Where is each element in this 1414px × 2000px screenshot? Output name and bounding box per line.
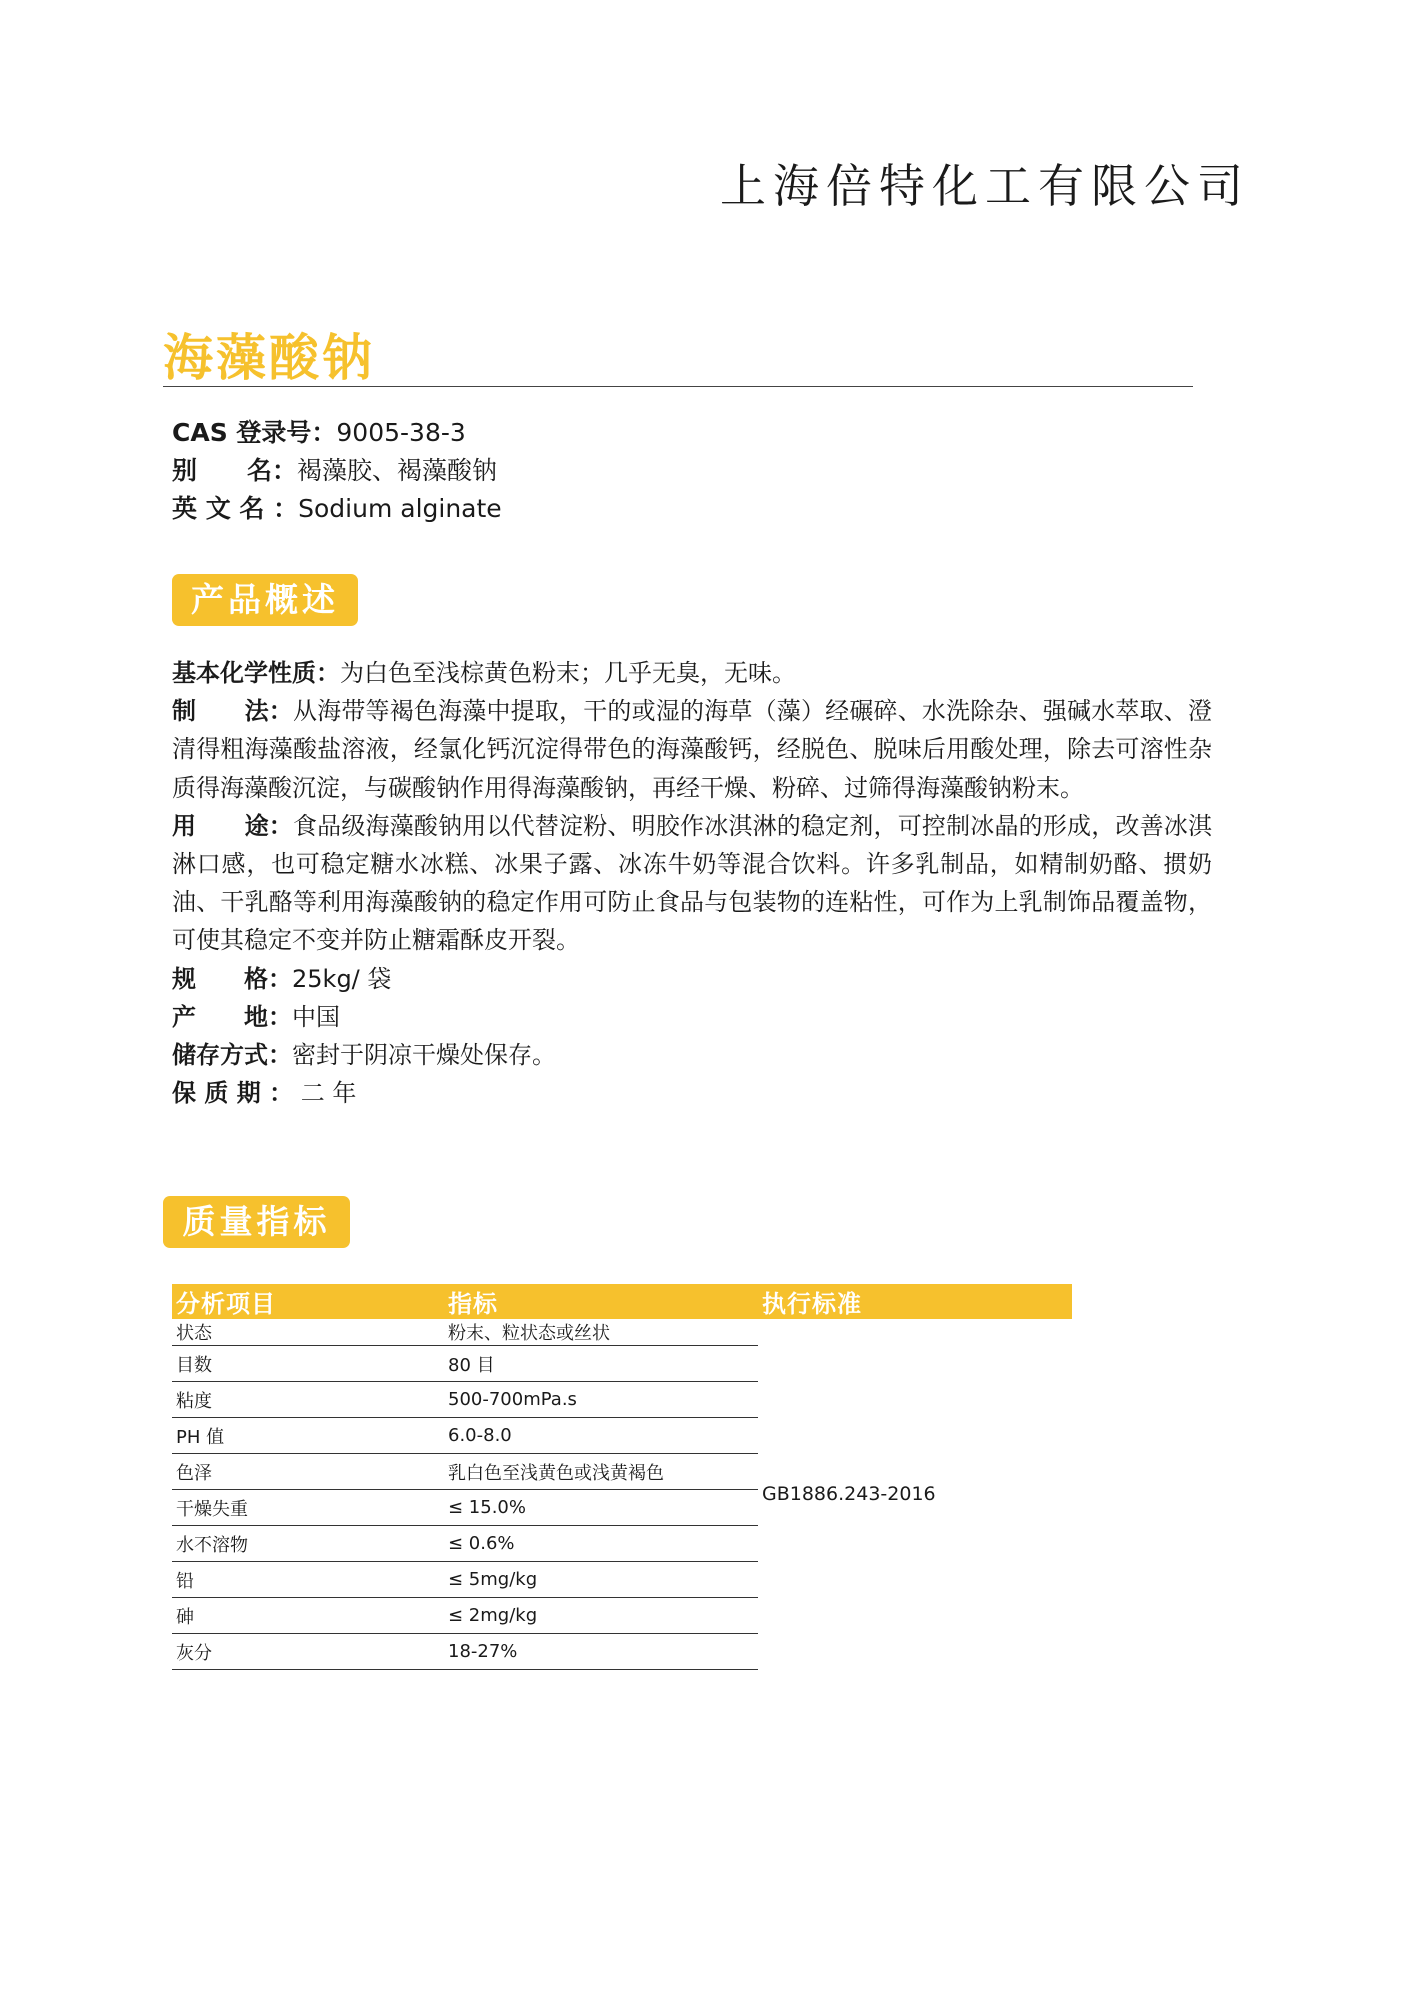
row-item: 铅 xyxy=(172,1562,444,1598)
row-item: 水不溶物 xyxy=(172,1526,444,1562)
header-item: 分析项目 xyxy=(172,1284,444,1319)
row-item: PH 值 xyxy=(172,1418,444,1454)
row-spec: 乳白色至浅黄色或浅黄褐色 xyxy=(444,1454,758,1490)
header-spec: 指标 xyxy=(444,1284,758,1319)
row-spec: 80 目 xyxy=(444,1346,758,1382)
row-spec: 18-27% xyxy=(444,1634,758,1670)
row-item: 干燥失重 xyxy=(172,1490,444,1526)
table-header-row xyxy=(172,1284,1072,1319)
shelf-life-label: 保 质 期 ： xyxy=(172,1079,294,1108)
shelf-life-value: 二 年 xyxy=(293,1079,357,1108)
standard-cell: GB1886.243-2016 xyxy=(762,1483,936,1506)
row-spec: 6.0-8.0 xyxy=(444,1418,758,1454)
company-name: 上海倍特化工有限公司 xyxy=(720,159,1250,213)
row-item: 灰分 xyxy=(172,1634,444,1670)
overview-usage xyxy=(172,807,1212,960)
product-title: 海藻酸钠 xyxy=(163,329,375,387)
table-row xyxy=(172,1319,1072,1346)
meta-cas-label: CAS 登录号： xyxy=(172,418,337,447)
properties-label: 基本化学性质： xyxy=(172,659,340,687)
title-divider xyxy=(163,386,1193,387)
row-spec: ≤ 15.0% xyxy=(444,1490,758,1526)
row-spec: ≤ 5mg/kg xyxy=(444,1562,758,1598)
spec-label: 规 格： xyxy=(172,964,292,993)
method-value: 从海带等褐色海藻中提取，干的或湿的海草（藻）经碾碎、水洗除杂、强碱水萃取、澄清得粗海藻酸盐溶液，经氯化钙沉淀得带色的海藻酸钙，经脱色、脱味后用酸处理，除去可溶性杂质得海藻酸沉淀，与碳酸钠作用得海藻酸钠，再经干燥、粉碎、过筛得海藻酸钠粉末。 xyxy=(172,697,1212,802)
properties-value: 为白色至浅棕黄色粉末；几乎无臭，无味。 xyxy=(340,659,796,687)
row-spec: ≤ 0.6% xyxy=(444,1526,758,1562)
quality-spec-table xyxy=(172,1284,1072,1670)
meta-alias-value: 褐藻胶、褐藻酸钠 xyxy=(297,456,498,485)
origin-label: 产 地： xyxy=(172,1002,292,1031)
usage-label: 用 途： xyxy=(172,811,293,840)
overview-storage xyxy=(172,1036,1212,1074)
meta-cas-value: 9005-38-3 xyxy=(336,418,466,447)
overview-origin xyxy=(172,998,1212,1036)
meta-english-name xyxy=(172,490,502,528)
section-heading-overview: 产品概述 xyxy=(172,574,358,626)
spec-value: 25kg/ 袋 xyxy=(292,964,392,993)
row-spec: 粉末、粒状态或丝状 xyxy=(444,1319,758,1346)
header-standard: 执行标准 xyxy=(758,1284,1072,1319)
section-heading-quality: 质量指标 xyxy=(163,1196,350,1248)
row-item: 粘度 xyxy=(172,1382,444,1418)
row-item: 色泽 xyxy=(172,1454,444,1490)
storage-label: 储存方式： xyxy=(172,1041,292,1070)
meta-alias-label: 别 名： xyxy=(172,456,298,485)
product-meta xyxy=(172,414,502,528)
method-label: 制 法： xyxy=(172,697,293,726)
meta-english-name-label: 英 文 名 ： xyxy=(172,494,299,523)
usage-value: 食品级海藻酸钠用以代替淀粉、明胶作冰淇淋的稳定剂，可控制冰晶的形成，改善冰淇淋口感，也可稳定糖水冰糕、冰果子露、冰冻牛奶等混合饮料。许多乳制品，如精制奶酪、掼奶油、干乳酪等利用海藻酸钠的稳定作用可防止食品与包装物的连粘性，可作为上乳制饰品覆盖物，可使其稳定不变并防止糖霜酥皮开裂。 xyxy=(172,811,1212,955)
overview-method xyxy=(172,692,1212,807)
meta-cas xyxy=(172,414,502,452)
row-item: 目数 xyxy=(172,1346,444,1382)
origin-value: 中国 xyxy=(292,1002,340,1031)
row-spec: 500-700mPa.s xyxy=(444,1382,758,1418)
meta-alias xyxy=(172,452,502,490)
overview-properties xyxy=(172,654,1212,692)
overview-shelf-life xyxy=(172,1074,1212,1112)
row-item: 砷 xyxy=(172,1598,444,1634)
row-spec: ≤ 2mg/kg xyxy=(444,1598,758,1634)
overview-spec xyxy=(172,960,1212,998)
row-item: 状态 xyxy=(172,1319,444,1346)
overview-body xyxy=(172,654,1212,1112)
meta-english-name-value: Sodium alginate xyxy=(298,494,502,523)
storage-value: 密封于阴凉干燥处保存。 xyxy=(292,1041,556,1070)
